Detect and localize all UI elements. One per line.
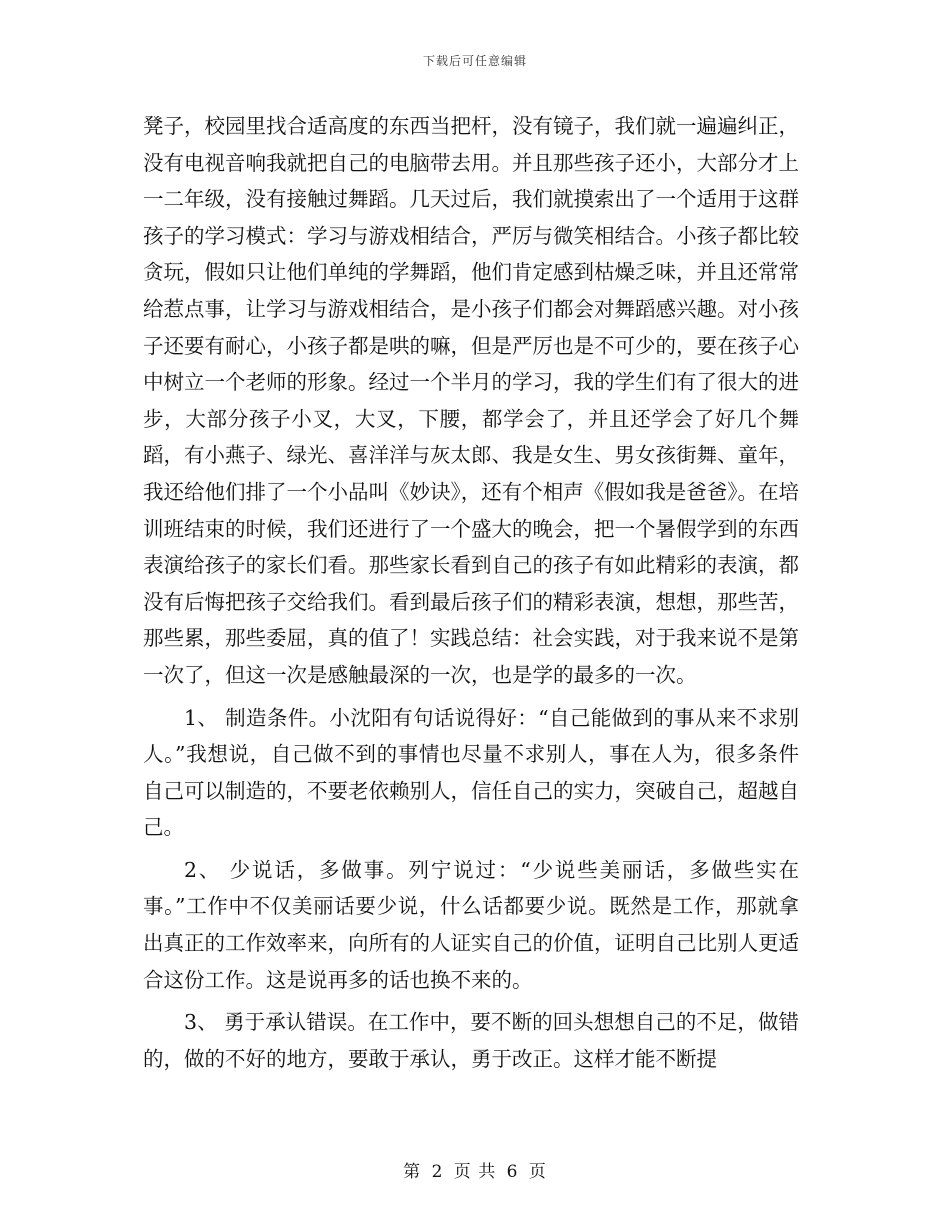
total-pages-number: 6 [506,1162,519,1182]
list-item-1: 1、 制造条件。小沈阳有句话说得好：“自己能做到的事从来不求别人。”我想说，自己做不到的事情也尽量不求别人，事在人为，很多条件自己可以制造的，不要老依赖别人，信任自己的实力，突破自己，超越自己。 [143,705,799,840]
page-header: 下载后可任意编辑 [422,54,527,68]
page-footer [0,1157,950,1182]
current-page-number: 2 [431,1162,444,1182]
footer-prefix: 第 [403,1162,422,1182]
footer-suffix: 页 [528,1162,547,1182]
document-body [143,108,799,1083]
footer-middle: 页 共 [453,1162,497,1182]
list-item-2: 2、 少说话，多做事。列宁说过：“少说些美丽话，多做些实在事。”工作中不仅美丽话要少说，什么话都要少说。既然是工作，那就拿出真正的工作效率来，向所有的人证实自己的价值，证明自己比别人更适合这份工作。这是说再多的话也换不来的。 [143,857,799,992]
list-item-3: 3、 勇于承认错误。在工作中，要不断的回头想想自己的不足，做错的，做的不好的地方，要敢于承认，勇于改正。这样才能不断提 [143,1010,799,1071]
paragraph-continued: 凳子，校园里找合适高度的东西当把杆，没有镜子，我们就一遍遍纠正，没有电视音响我就把自己的电脑带去用。并且那些孩子还小，大部分才上一二年级，没有接触过舞蹈。几天过后，我们就摸索出了一个适用于这群孩子的学习模式：学习与游戏相结合，严厉与微笑相结合。小孩子都比较贪玩，假如只让他们单纯的学舞蹈，他们肯定感到枯燥乏味，并且还常常给惹点事，让学习与游戏相结合，是小孩子们都会对舞蹈感兴趣。对小孩子还要有耐心，小孩子都是哄的嘛，但是严厉也是不可少的，要在孩子心中树立一个老师的形象。经过一个半月的学习，我的学生们有了很大的进步，大部分孩子小叉，大叉，下腰，都学会了，并且还学会了好几个舞蹈，有小燕子、绿光、喜洋洋与灰太郎、我是女生、男女孩街舞、童年，我还给他们排了一个小品叫《妙诀》，还有个相声《假如我是爸爸》。在培训班结束的时候，我们还进行了一个盛大的晚会，把一个暑假学到的东西表演给孩子的家长们看。那些家长看到自己的孩子有如此精彩的表演，都没有后悔把孩子交给我们。看到最后孩子们的精彩表演，想想，那些苦，那些累，那些委屈，真的值了！实践总结：社会实践，对于我来说不是第一次了，但这一次是感触最深的一次，也是学的最多的一次。 [143,114,799,687]
